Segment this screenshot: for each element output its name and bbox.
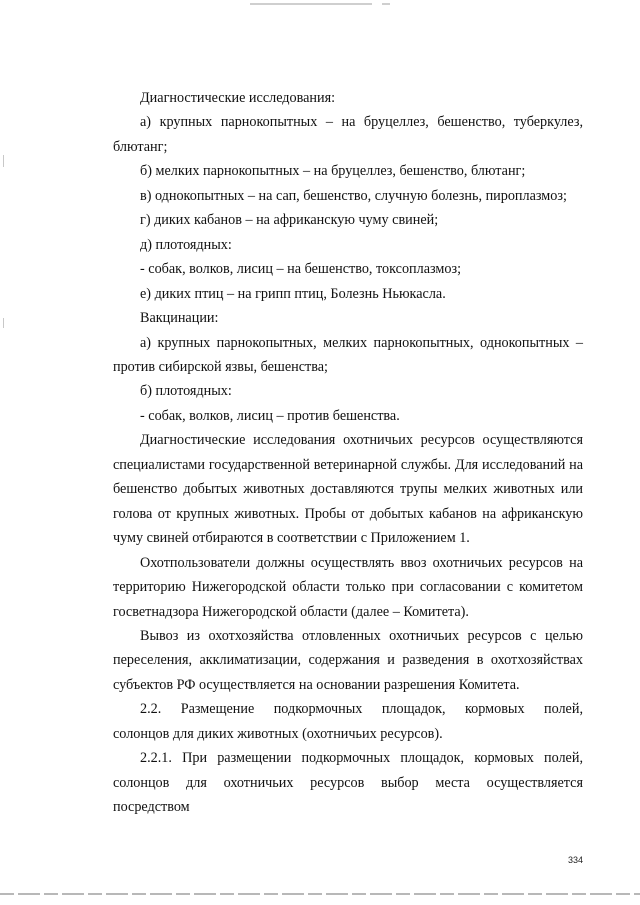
text-line: бешенство добытых животных доставляются трупы мелких животных или bbox=[113, 481, 583, 498]
document-body bbox=[113, 86, 583, 820]
text-line: голова от крупных животных. Пробы от добытых кабанов на африканскую bbox=[113, 505, 583, 522]
text-line: солонцов для охотничьих ресурсов выбор места осуществляется посредством bbox=[113, 774, 583, 816]
text-line: госветнадзора Нижегородской области (далее – Комитета). bbox=[113, 603, 469, 620]
text-line: Охотпользователи должны осуществлять ввоз охотничьих ресурсов на bbox=[140, 554, 583, 571]
scan-artifact-top bbox=[250, 3, 390, 5]
text-line: в) однокопытных – на сап, бешенство, случную болезнь, пироплазмоз; bbox=[140, 187, 567, 204]
scan-artifact-left-1 bbox=[3, 155, 4, 167]
text-line: субъектов РФ осуществляется на основании разрешения Комитета. bbox=[113, 676, 520, 693]
text-line: б) плотоядных: bbox=[140, 383, 232, 400]
text-line: Диагностические исследования охотничьих ресурсов осуществляются bbox=[140, 432, 583, 449]
text-line: солонцов для диких животных (охотничьих ресурсов). bbox=[113, 725, 443, 742]
page-number: 334 bbox=[568, 855, 584, 865]
text-line: против сибирской язвы, бешенства; bbox=[113, 358, 328, 375]
text-line: - собак, волков, лисиц – против бешенства. bbox=[140, 407, 400, 424]
scan-artifact-bottom bbox=[0, 893, 640, 895]
text-line: Диагностические исследования: bbox=[140, 90, 336, 106]
text-line: Вакцинации: bbox=[140, 310, 219, 327]
text-line: - собак, волков, лисиц – на бешенство, токсоплазмоз; bbox=[140, 261, 462, 278]
text-line: переселения, акклиматизации, содержания и разведения в охотхозяйствах bbox=[113, 652, 583, 669]
text-line: б) мелких парнокопытных – на бруцеллез, бешенство, блютанг; bbox=[140, 163, 526, 180]
text-line: блютанг; bbox=[113, 138, 168, 155]
text-line: а) крупных парнокопытных – на бруцеллез, бешенство, туберкулез, bbox=[140, 114, 583, 131]
text-line: 2.2. Размещение подкормочных площадок, кормовых полей, bbox=[140, 701, 583, 718]
text-line: г) диких кабанов – на африканскую чуму свиней; bbox=[140, 212, 439, 229]
text-line: специалистами государственной ветеринарной службы. Для исследований на bbox=[113, 456, 583, 473]
text-line: д) плотоядных: bbox=[140, 236, 232, 253]
text-line: чуму свиней отбираются в соответствии с Приложением 1. bbox=[113, 530, 470, 547]
text-line: территорию Нижегородской области только при согласовании с комитетом bbox=[113, 579, 583, 596]
scan-artifact-left-2 bbox=[3, 318, 4, 328]
text-line: 2.2.1. При размещении подкормочных площадок, кормовых полей, bbox=[140, 750, 583, 767]
text-line: е) диких птиц – на грипп птиц, Болезнь Ньюкасла. bbox=[140, 285, 446, 302]
text-line: Вывоз из охотхозяйства отловленных охотничьих ресурсов с целью bbox=[140, 627, 583, 644]
text-line: а) крупных парнокопытных, мелких парнокопытных, однокопытных – bbox=[140, 334, 583, 351]
